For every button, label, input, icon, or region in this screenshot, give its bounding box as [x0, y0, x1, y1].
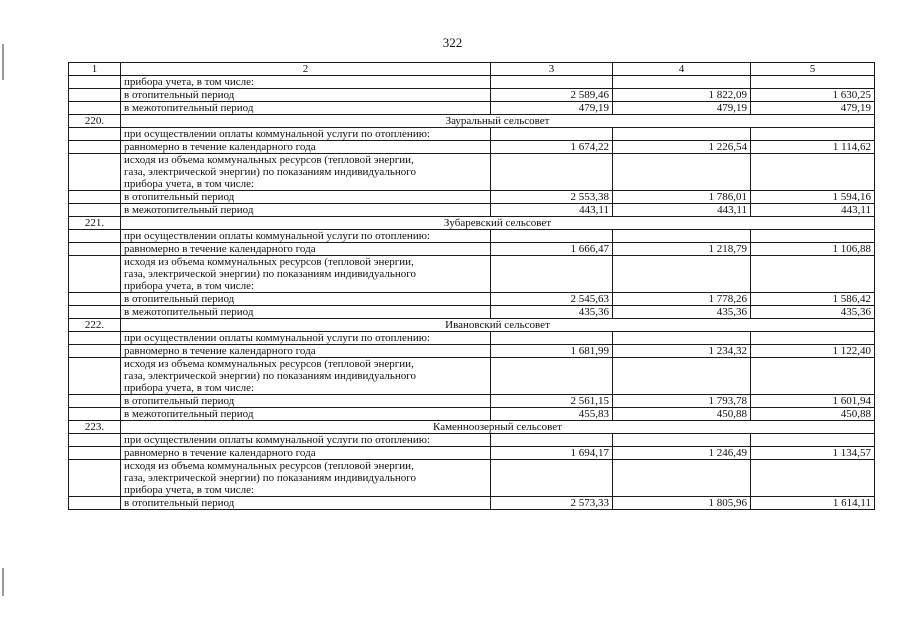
table-row	[69, 191, 875, 204]
section-row	[69, 217, 875, 230]
value-col-4: 1 234,32	[613, 345, 751, 358]
row-description: в отопительный период	[121, 293, 491, 306]
value-col-4: 1 778,26	[613, 293, 751, 306]
section-title: Каменноозерный сельсовет	[121, 421, 875, 434]
section-row	[69, 319, 875, 332]
table-row	[69, 332, 875, 345]
scan-edge-mark	[2, 568, 4, 596]
table-row	[69, 141, 875, 154]
row-description: в отопительный период	[121, 395, 491, 408]
row-description: при осуществлении оплаты коммунальной услуги по отоплению:	[121, 128, 491, 141]
value-col-4	[613, 256, 751, 293]
row-description: равномерно в течение календарного года	[121, 243, 491, 256]
value-col-5: 1 614,11	[751, 497, 875, 510]
table-row	[69, 243, 875, 256]
row-number	[69, 345, 121, 358]
row-number	[69, 230, 121, 243]
value-col-5	[751, 434, 875, 447]
description-line: прибора учета, в том числе:	[124, 178, 255, 190]
value-col-4: 1 246,49	[613, 447, 751, 460]
value-col-4: 1 793,78	[613, 395, 751, 408]
description-line: прибора учета, в том числе:	[124, 382, 255, 394]
table-row	[69, 256, 875, 293]
table-row	[69, 497, 875, 510]
row-description: в межотопительный период	[121, 102, 491, 115]
row-number	[69, 154, 121, 191]
value-col-3: 2 553,38	[491, 191, 613, 204]
page-number: 322	[442, 35, 463, 50]
row-number	[69, 89, 121, 102]
value-col-3	[491, 128, 613, 141]
value-col-5: 1 106,88	[751, 243, 875, 256]
row-number: 223.	[69, 421, 121, 434]
row-number	[69, 243, 121, 256]
value-col-3	[491, 76, 613, 89]
value-col-4	[613, 358, 751, 395]
value-col-5	[751, 460, 875, 497]
value-col-5	[751, 256, 875, 293]
row-description: в отопительный период	[121, 191, 491, 204]
row-number	[69, 204, 121, 217]
section-title: Ивановский сельсовет	[121, 319, 875, 332]
value-col-3: 2 561,15	[491, 395, 613, 408]
value-col-5	[751, 230, 875, 243]
table-row	[69, 293, 875, 306]
row-description: прибора учета, в том числе:	[121, 76, 491, 89]
value-col-4	[613, 230, 751, 243]
row-number	[69, 497, 121, 510]
row-number	[69, 447, 121, 460]
row-description: при осуществлении оплаты коммунальной услуги по отоплению:	[121, 434, 491, 447]
row-number	[69, 191, 121, 204]
row-description: в межотопительный период	[121, 408, 491, 421]
value-col-3	[491, 434, 613, 447]
table-row	[69, 460, 875, 497]
table-row	[69, 154, 875, 191]
value-col-3: 435,36	[491, 306, 613, 319]
value-col-5: 479,19	[751, 102, 875, 115]
value-col-5: 1 601,94	[751, 395, 875, 408]
description-line: исходя из объема коммунальных ресурсов (тепловой энергии,	[124, 154, 414, 166]
value-col-4: 1 805,96	[613, 497, 751, 510]
section-row	[69, 421, 875, 434]
row-description	[121, 154, 491, 191]
column-header: 5	[751, 63, 875, 76]
description-line: исходя из объема коммунальных ресурсов (тепловой энергии,	[124, 460, 414, 472]
value-col-4: 1 226,54	[613, 141, 751, 154]
row-number	[69, 128, 121, 141]
description-line: газа, электрической энергии) по показаниям индивидуального	[124, 370, 416, 382]
table-row	[69, 230, 875, 243]
section-title: Зауральный сельсовет	[121, 115, 875, 128]
row-description: равномерно в течение календарного года	[121, 345, 491, 358]
row-number	[69, 332, 121, 345]
row-number	[69, 102, 121, 115]
table-row	[69, 89, 875, 102]
row-description: в межотопительный период	[121, 204, 491, 217]
section-title: Зубаревский сельсовет	[121, 217, 875, 230]
section-row	[69, 115, 875, 128]
value-col-4: 435,36	[613, 306, 751, 319]
value-col-5: 1 594,16	[751, 191, 875, 204]
column-header: 2	[121, 63, 491, 76]
row-number: 221.	[69, 217, 121, 230]
column-header: 1	[69, 63, 121, 76]
row-number	[69, 408, 121, 421]
table-header-row	[69, 63, 875, 76]
value-col-5	[751, 332, 875, 345]
value-col-5	[751, 128, 875, 141]
table-row	[69, 434, 875, 447]
tariff-table	[68, 62, 875, 510]
table-row	[69, 76, 875, 89]
row-description	[121, 358, 491, 395]
value-col-5: 443,11	[751, 204, 875, 217]
table-row	[69, 128, 875, 141]
row-description: в отопительный период	[121, 89, 491, 102]
row-description: в межотопительный период	[121, 306, 491, 319]
description-line: газа, электрической энергии) по показаниям индивидуального	[124, 166, 416, 178]
value-col-4	[613, 332, 751, 345]
value-col-3: 2 545,63	[491, 293, 613, 306]
row-number	[69, 434, 121, 447]
value-col-5	[751, 358, 875, 395]
value-col-4	[613, 76, 751, 89]
value-col-5: 435,36	[751, 306, 875, 319]
value-col-4: 479,19	[613, 102, 751, 115]
row-number	[69, 460, 121, 497]
description-line: прибора учета, в том числе:	[124, 484, 255, 496]
value-col-3: 1 674,22	[491, 141, 613, 154]
value-col-4: 1 786,01	[613, 191, 751, 204]
value-col-4	[613, 460, 751, 497]
row-number	[69, 256, 121, 293]
description-line: газа, электрической энергии) по показаниям индивидуального	[124, 268, 416, 280]
row-number	[69, 358, 121, 395]
column-header: 4	[613, 63, 751, 76]
table-row	[69, 358, 875, 395]
table-row	[69, 395, 875, 408]
scan-edge-mark	[2, 44, 4, 80]
row-number: 222.	[69, 319, 121, 332]
value-col-3: 479,19	[491, 102, 613, 115]
value-col-3	[491, 154, 613, 191]
row-description: равномерно в течение календарного года	[121, 447, 491, 460]
row-number	[69, 76, 121, 89]
value-col-5: 1 586,42	[751, 293, 875, 306]
value-col-4	[613, 154, 751, 191]
value-col-5	[751, 76, 875, 89]
value-col-4: 1 822,09	[613, 89, 751, 102]
row-description: в отопительный период	[121, 497, 491, 510]
row-number	[69, 306, 121, 319]
value-col-3	[491, 256, 613, 293]
description-line: газа, электрической энергии) по показаниям индивидуального	[124, 472, 416, 484]
row-description: при осуществлении оплаты коммунальной услуги по отоплению:	[121, 332, 491, 345]
column-header: 3	[491, 63, 613, 76]
value-col-5	[751, 154, 875, 191]
description-line: прибора учета, в том числе:	[124, 280, 255, 292]
row-description: равномерно в течение календарного года	[121, 141, 491, 154]
table-row	[69, 306, 875, 319]
description-line: исходя из объема коммунальных ресурсов (тепловой энергии,	[124, 256, 414, 268]
description-line: исходя из объема коммунальных ресурсов (тепловой энергии,	[124, 358, 414, 370]
value-col-3: 1 681,99	[491, 345, 613, 358]
value-col-3: 443,11	[491, 204, 613, 217]
row-number	[69, 141, 121, 154]
value-col-5: 1 122,40	[751, 345, 875, 358]
value-col-4	[613, 128, 751, 141]
table-row	[69, 102, 875, 115]
table-row	[69, 447, 875, 460]
value-col-4: 1 218,79	[613, 243, 751, 256]
row-description	[121, 256, 491, 293]
table-row	[69, 204, 875, 217]
value-col-4: 443,11	[613, 204, 751, 217]
value-col-5: 1 630,25	[751, 89, 875, 102]
row-number	[69, 395, 121, 408]
value-col-5: 1 114,62	[751, 141, 875, 154]
value-col-4: 450,88	[613, 408, 751, 421]
value-col-3: 2 573,33	[491, 497, 613, 510]
value-col-3: 1 694,17	[491, 447, 613, 460]
value-col-5: 450,88	[751, 408, 875, 421]
value-col-3: 2 589,46	[491, 89, 613, 102]
value-col-3	[491, 460, 613, 497]
value-col-3	[491, 230, 613, 243]
value-col-3	[491, 332, 613, 345]
value-col-4	[613, 434, 751, 447]
table-row	[69, 408, 875, 421]
value-col-5: 1 134,57	[751, 447, 875, 460]
row-description	[121, 460, 491, 497]
value-col-3: 455,83	[491, 408, 613, 421]
value-col-3	[491, 358, 613, 395]
row-number	[69, 293, 121, 306]
row-number: 220.	[69, 115, 121, 128]
row-description: при осуществлении оплаты коммунальной услуги по отоплению:	[121, 230, 491, 243]
value-col-3: 1 666,47	[491, 243, 613, 256]
table-row	[69, 345, 875, 358]
